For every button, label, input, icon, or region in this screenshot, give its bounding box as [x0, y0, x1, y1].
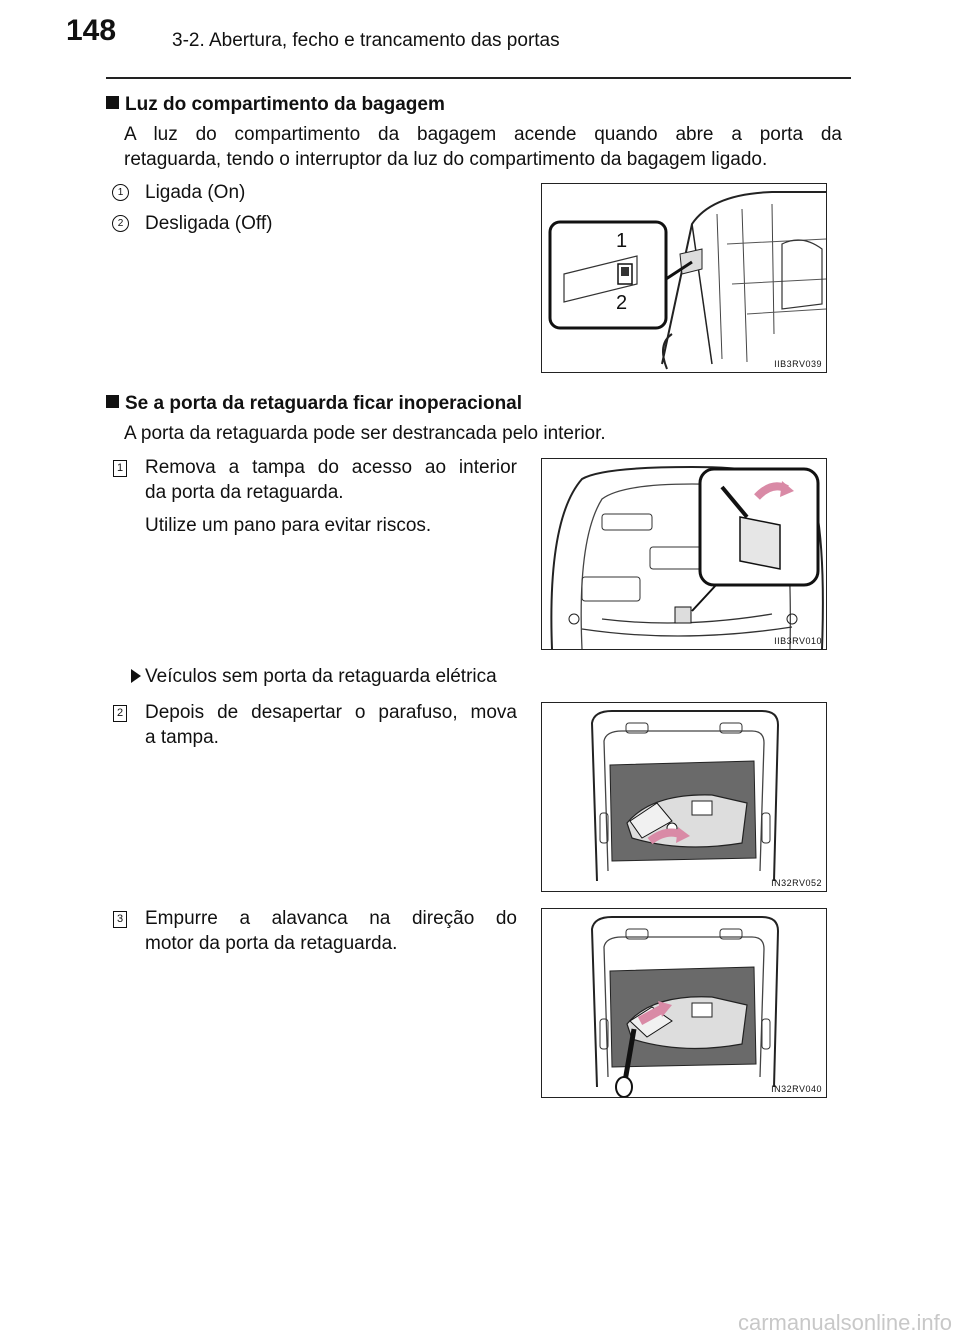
step-text-line: da porta da retaguarda.: [145, 482, 344, 503]
section-header-title: 3-2. Abertura, fecho e trancamento das portas: [172, 30, 560, 51]
section-title-text: Se a porta da retaguarda ficar inoperacional: [125, 393, 523, 414]
item-label-on: Ligada (On): [145, 182, 246, 203]
figure-callout-1: 1: [616, 230, 628, 252]
step-text-line: Empurre a alavanca na direção do: [145, 908, 517, 929]
figure-push-lever: [541, 908, 827, 1098]
paragraph-line: A luz do compartimento da bagagem acende quando abre a porta da: [124, 124, 842, 145]
figure-code: IIB3RV010: [774, 636, 822, 646]
step-text-line: a tampa.: [145, 727, 219, 748]
item-label-off: Desligada (Off): [145, 213, 273, 234]
figure-code: IN32RV052: [771, 878, 822, 888]
triangle-bullet-icon: [131, 669, 141, 683]
item-number-badge: 1: [112, 184, 129, 201]
item-number-badge: 2: [112, 215, 129, 232]
square-bullet-icon: [106, 395, 119, 408]
step-number-badge: 3: [113, 911, 127, 928]
paragraph: A porta da retaguarda pode ser destrancada pelo interior.: [124, 423, 606, 444]
figure-luggage-light-switch: [541, 183, 827, 373]
step-note: Utilize um pano para evitar riscos.: [145, 515, 432, 536]
lever-push-illustration: [542, 909, 826, 1097]
section-title-luggage-light: [106, 94, 445, 116]
figure-tailgate-cover: [541, 458, 827, 650]
figure-callout-2: 2: [616, 292, 628, 314]
access-panel-illustration: [542, 703, 826, 891]
header-divider: [106, 77, 851, 79]
section-title-text: Luz do compartimento da bagagem: [125, 94, 445, 115]
figure-cover-screw: [541, 702, 827, 892]
page-number: 148: [66, 14, 117, 47]
step-number-badge: 2: [113, 705, 127, 722]
step-text-line: Depois de desapertar o parafuso, mova: [145, 702, 517, 723]
figure-code: IIB3RV039: [774, 359, 822, 369]
vehicle-type-subheading: Veículos sem porta da retaguarda elétrica: [145, 666, 497, 687]
watermark-text: carmanualsonline.info: [737, 1310, 952, 1335]
figure-code: IN32RV040: [771, 1084, 822, 1094]
luggage-compartment-illustration: [542, 184, 826, 372]
paragraph-line: retaguarda, tendo o interruptor da luz do compartimento da bagagem ligado.: [124, 149, 768, 170]
section-title-inoperative-door: [106, 393, 522, 415]
step-text-line: motor da porta da retaguarda.: [145, 933, 398, 954]
step-number-badge: 1: [113, 460, 127, 477]
tailgate-interior-illustration: [542, 459, 826, 649]
step-text-line: Remova a tampa do acesso ao interior: [145, 457, 517, 478]
square-bullet-icon: [106, 96, 119, 109]
